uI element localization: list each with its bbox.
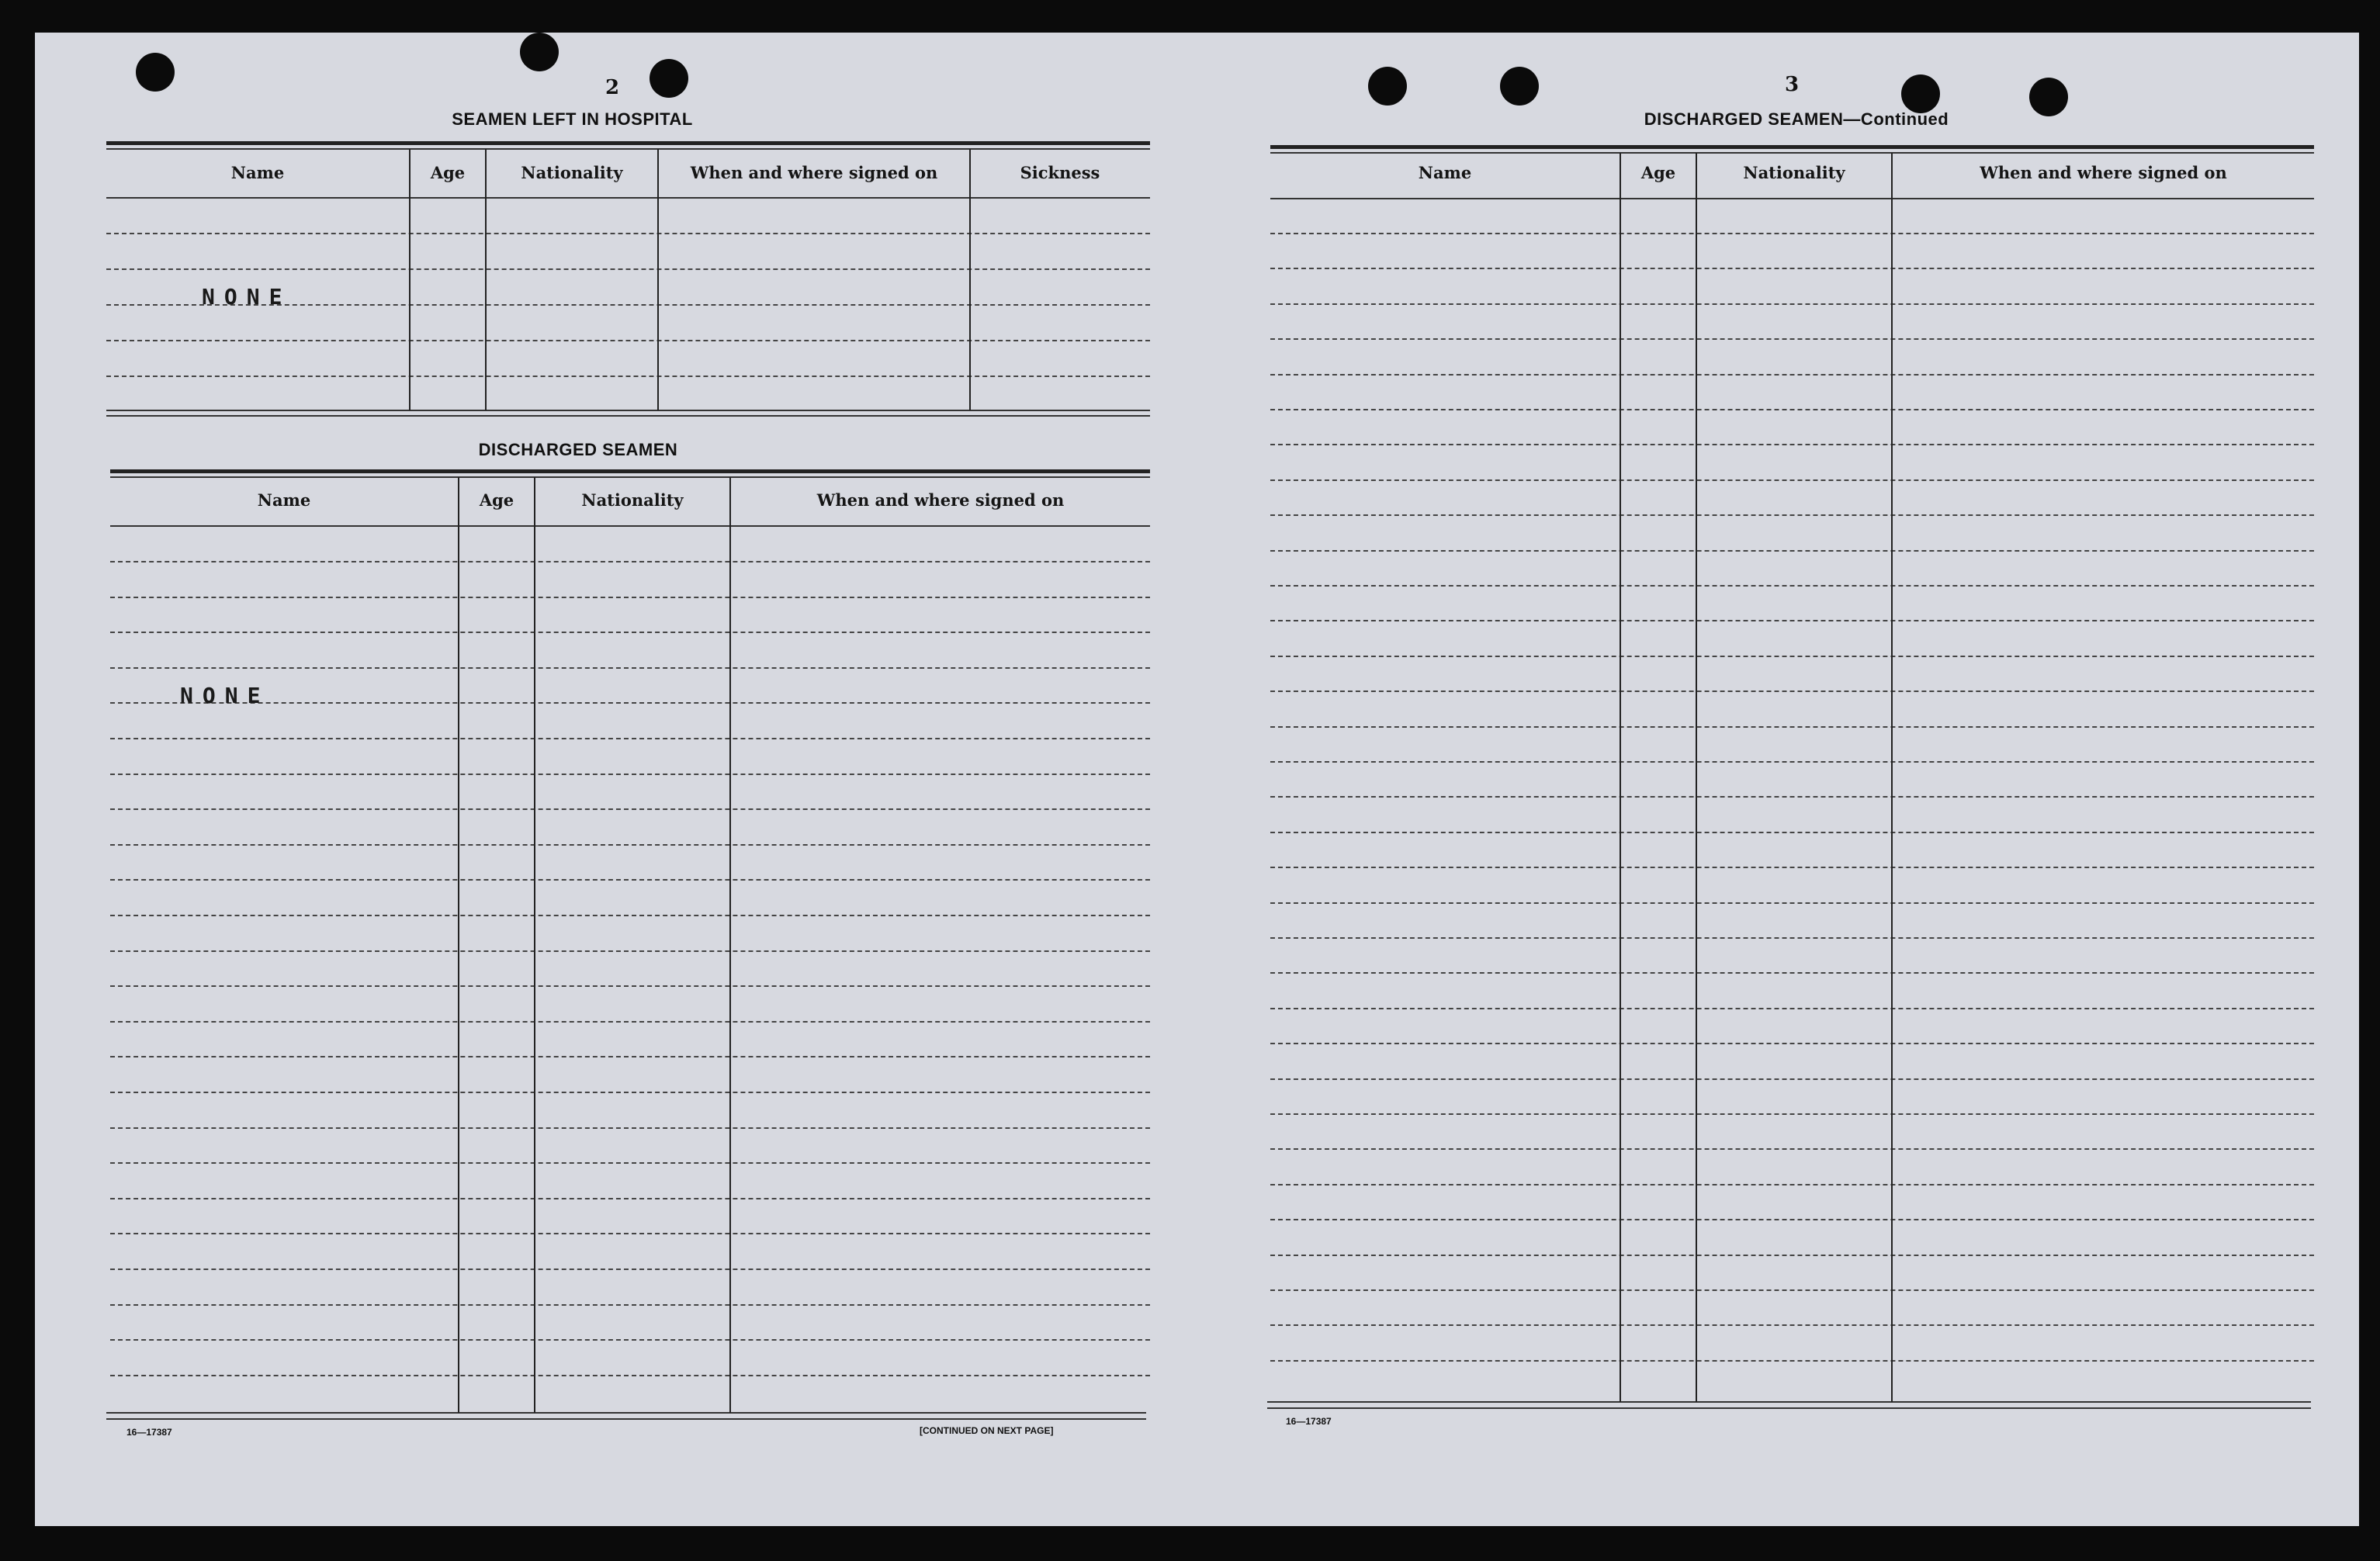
row-line	[110, 1021, 1150, 1023]
column-header-when-where: When and where signed on	[1980, 163, 2227, 182]
column-divider	[458, 477, 459, 1413]
column-header-when-where: When and where signed on	[690, 163, 938, 182]
row-line	[1270, 1008, 2314, 1009]
row-line	[106, 376, 1150, 377]
row-line	[1270, 1043, 2314, 1044]
row-line	[1270, 1324, 2314, 1326]
row-line	[1270, 867, 2314, 868]
column-divider	[485, 149, 487, 410]
column-divider	[409, 149, 411, 410]
discharged-title: DISCHARGED SEAMEN	[478, 440, 678, 459]
form-number: 16—17387	[1286, 1416, 1332, 1427]
column-header-age: Age	[1640, 163, 1676, 182]
continued-note: [CONTINUED ON NEXT PAGE]	[920, 1425, 1054, 1436]
row-line	[110, 1198, 1150, 1199]
row-line	[110, 1127, 1150, 1129]
table-bottom-rule	[106, 410, 1150, 411]
punch-hole	[136, 53, 175, 92]
row-line	[110, 915, 1150, 916]
page-number: 2	[605, 76, 620, 99]
row-line	[1270, 1078, 2314, 1080]
typed-entry: NONE	[180, 683, 270, 708]
row-line	[1270, 303, 2314, 305]
row-line	[1270, 620, 2314, 621]
column-header-age: Age	[479, 490, 514, 510]
row-line	[110, 879, 1150, 881]
column-divider	[729, 477, 731, 1413]
row-line	[110, 667, 1150, 669]
column-header-name: Name	[1418, 163, 1472, 182]
row-line	[1270, 479, 2314, 481]
row-line	[1270, 550, 2314, 552]
row-line	[110, 632, 1150, 633]
table-top-rule	[110, 476, 1150, 478]
column-header-sickness: Sickness	[1020, 163, 1100, 182]
row-line	[110, 808, 1150, 810]
punch-hole	[1500, 67, 1539, 106]
header-underline	[110, 525, 1150, 527]
row-line	[110, 1304, 1150, 1306]
document-sheet	[35, 33, 2359, 1526]
row-line	[1270, 233, 2314, 234]
column-divider	[1696, 153, 1697, 1402]
row-line	[1270, 972, 2314, 974]
row-line	[106, 268, 1150, 270]
punch-hole	[1368, 67, 1407, 106]
table-bottom-rule	[106, 415, 1150, 417]
row-line	[110, 985, 1150, 987]
row-line	[1270, 796, 2314, 798]
column-header-age: Age	[430, 163, 466, 182]
column-header-nationality: Nationality	[1743, 163, 1845, 182]
hospital-title: SEAMEN LEFT IN HOSPITAL	[452, 109, 693, 129]
column-divider	[534, 477, 535, 1413]
punch-hole	[650, 59, 688, 98]
row-line	[110, 1269, 1150, 1270]
row-line	[1270, 1360, 2314, 1362]
column-header-nationality: Nationality	[581, 490, 684, 510]
row-line	[110, 774, 1150, 775]
row-line	[110, 738, 1150, 739]
row-line	[1270, 937, 2314, 939]
header-underline	[106, 197, 1150, 199]
row-line	[1270, 1184, 2314, 1185]
row-line	[1270, 832, 2314, 833]
row-line	[1270, 444, 2314, 445]
row-line	[110, 597, 1150, 598]
row-line	[1270, 726, 2314, 728]
table-bottom-rule	[1267, 1407, 2311, 1409]
punch-hole	[1901, 74, 1940, 113]
row-line	[1270, 761, 2314, 763]
column-header-name: Name	[257, 490, 311, 510]
row-line	[1270, 338, 2314, 340]
row-line	[110, 1233, 1150, 1234]
continued-title: DISCHARGED SEAMEN—Continued	[1644, 109, 1949, 129]
row-line	[106, 233, 1150, 234]
page-number: 3	[1785, 73, 1800, 96]
row-line	[1270, 1148, 2314, 1150]
row-line	[1270, 1255, 2314, 1256]
row-line	[1270, 409, 2314, 410]
table-top-rule	[110, 469, 1150, 473]
header-underline	[1270, 198, 2314, 199]
column-header-name: Name	[230, 163, 285, 182]
row-line	[1270, 1219, 2314, 1220]
row-line	[1270, 1113, 2314, 1115]
row-line	[110, 1056, 1150, 1057]
table-top-rule	[106, 148, 1150, 150]
row-line	[1270, 585, 2314, 587]
column-header-when-where: When and where signed on	[816, 490, 1065, 510]
column-divider	[657, 149, 659, 410]
punch-hole	[520, 33, 559, 71]
row-line	[110, 561, 1150, 562]
table-top-rule	[1270, 145, 2314, 149]
row-line	[110, 950, 1150, 952]
row-line	[1270, 902, 2314, 904]
row-line	[110, 1375, 1150, 1376]
column-divider	[1891, 153, 1893, 1402]
table-top-rule	[1270, 152, 2314, 154]
column-header-nationality: Nationality	[521, 163, 623, 182]
table-top-rule	[106, 141, 1150, 145]
column-divider	[969, 149, 971, 410]
typed-entry: NONE	[202, 284, 292, 310]
table-bottom-rule	[106, 1418, 1146, 1420]
row-line	[110, 844, 1150, 846]
row-line	[1270, 514, 2314, 516]
column-divider	[1620, 153, 1621, 1402]
row-line	[1270, 656, 2314, 657]
row-line	[110, 1162, 1150, 1164]
row-line	[110, 1339, 1150, 1341]
punch-hole	[2029, 78, 2068, 116]
table-bottom-rule	[1267, 1401, 2311, 1403]
form-number: 16—17387	[126, 1427, 172, 1438]
row-line	[1270, 1289, 2314, 1291]
row-line	[1270, 374, 2314, 376]
table-bottom-rule	[106, 1412, 1146, 1414]
row-line	[1270, 691, 2314, 692]
row-line	[1270, 268, 2314, 269]
row-line	[110, 1092, 1150, 1093]
row-line	[106, 340, 1150, 341]
